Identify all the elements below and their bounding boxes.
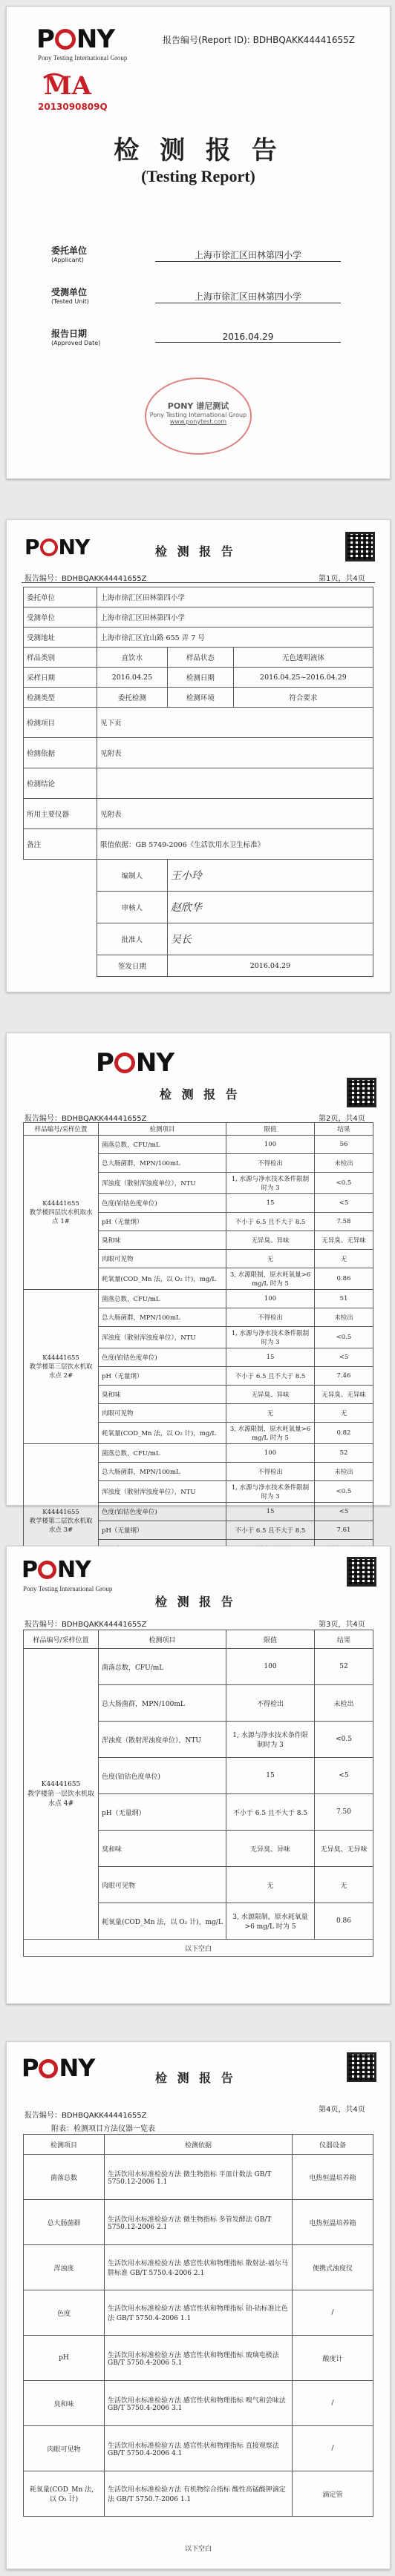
result-cell: 无	[315, 1404, 373, 1423]
limit-cell: 无异臭、异味	[226, 1831, 315, 1867]
pony-logo: P NY	[96, 1048, 174, 1078]
report-no: 报告编号：BDHBQAKK44441655Z	[25, 1621, 147, 1629]
item-cell: pH（无量纲）	[99, 1521, 226, 1540]
table-row	[24, 1290, 373, 1308]
title-en: (Testing Report)	[141, 167, 255, 185]
method-cell: 生活饮用水标准检验方法 感官性状和物理指标 散射法-福尔马肼标准 GB/T 5750.4-2006 2.1	[105, 2245, 293, 2290]
item-cell: 菌落总数，CFU/mL	[99, 1136, 226, 1154]
item-cell: 色度	[24, 2290, 105, 2336]
limit-cell: 无	[226, 1404, 315, 1423]
limit-cell: 1, 水源与净水技术条件限制时为 3	[226, 1327, 315, 1348]
limit-cell: 100	[226, 1649, 315, 1685]
limit-cell: 100	[226, 1290, 315, 1308]
limit-cell: 不小于 6.5 且不大于 8.5	[226, 1794, 315, 1831]
pony-logo: P NY	[25, 535, 90, 559]
limit-cell: 1, 水源与净水技术条件限制时为 3	[226, 1481, 315, 1503]
signature-approver: 吴长	[170, 934, 192, 946]
result-cell: <0.5	[315, 1481, 373, 1503]
item-cell: 耗氧量(COD_Mn 法，以 O₂ 计)	[24, 2471, 105, 2517]
svg-text:MA: MA	[44, 71, 92, 101]
item-cell: 菌落总数，CFU/mL	[99, 1290, 226, 1308]
limit-cell: 15	[226, 1503, 315, 1521]
item-cell: 浑浊度（散射浑浊度单位），NTU	[99, 1722, 226, 1758]
result-cell: 无	[315, 1867, 373, 1903]
limit-cell: 15	[226, 1758, 315, 1794]
signature-compiler: 王小玲	[170, 870, 202, 882]
result-cell: 0.86	[315, 1903, 373, 1940]
table-row	[24, 2200, 373, 2245]
result-cell: <0.5	[315, 1327, 373, 1348]
page-number: 第2页，共4页	[319, 1115, 365, 1123]
result-cell: <5	[315, 1348, 373, 1367]
limit-cell: 1, 水源与净水技术条件限制时为 3	[226, 1173, 315, 1194]
item-cell: pH（无量纲）	[99, 1367, 226, 1386]
instrument-cell: 电热恒温培养箱	[293, 2155, 373, 2200]
result-cell: <5	[315, 1503, 373, 1521]
logo-subtitle: Pony Testing International Group	[38, 54, 128, 62]
item-cell: 菌落总数，CFU/mL	[99, 1444, 226, 1463]
cma-logo	[42, 70, 92, 101]
table-row	[24, 2381, 373, 2426]
signature-reviewer: 赵欣华	[170, 902, 202, 914]
result-cell: 无异臭、无异味	[315, 1231, 373, 1250]
item-cell: 菌落总数	[24, 2155, 105, 2200]
item-cell: 色度(铂钴色度单位)	[99, 1758, 226, 1794]
result-cell: 7.58	[315, 1213, 373, 1231]
pony-logo: P NY	[22, 2054, 95, 2082]
title-cn: 检 测 报 告	[114, 136, 283, 165]
item-cell: pH（无量纲）	[99, 1213, 226, 1231]
item-cell: 色度(铂钴色度单位)	[99, 1348, 226, 1367]
limit-cell: 1, 水源与净水技术条件限制时为 3	[226, 1722, 315, 1758]
result-cell: 7.50	[315, 1794, 373, 1831]
item-cell: 耗氧量(COD_Mn 法，以 O₂ 计)，mg/L	[99, 1423, 226, 1444]
item-cell: 浑浊度（散射浑浊度单位），NTU	[99, 1481, 226, 1503]
limit-cell: 3, 水源限制，原水耗氧量>6 mg/L 时为 5	[226, 1903, 315, 1940]
page-title: 检 测 报 告	[160, 1087, 241, 1101]
item-cell: 总大肠菌群，MPN/100mL	[99, 1685, 226, 1722]
report-no: 报告编号：BDHBQAKK44441655Z	[25, 575, 147, 583]
sample-id-cell: K44441655 教学楼第二层饮水机取水点 3#	[24, 1444, 99, 1598]
page-number: 第4页，共4页	[319, 2106, 365, 2114]
table-row	[24, 2471, 373, 2517]
info-table: 委托单位 上海市徐汇区田林第四小学 受测单位 上海市徐汇区田林第四小学 受测地址 上海市徐汇区宜山路 655 弄 7 号 样品类别 直饮水 样品状态 无色透明液体 采样日期 2016.04.25 检测日期 2016.04.25~2016.04.29 检测类型 委托检测 检测环境 符合要求 检测项目 见下页 检测依据 见附表 检测结论 所用主要仪器 见附表 备注 限值依据：GB 5749-2006《生活饮用水卫生标准》 编制人 王小玲 审核人 赵欣华 批准人 吴长 签发日期 2016.04.29	[23, 587, 373, 977]
result-cell: 7.61	[315, 1521, 373, 1540]
item-cell: 肉眼可见物	[99, 1250, 226, 1268]
result-cell: 无异臭、无异味	[315, 1386, 373, 1404]
appendix-caption: 附表：检测项目方法仪器一览表	[51, 2125, 155, 2133]
table-row	[24, 1649, 373, 1685]
result-cell: 未检出	[315, 1154, 373, 1173]
result-cell: 7.46	[315, 1367, 373, 1386]
table-row	[24, 2245, 373, 2290]
instrument-cell: 滴定管	[293, 2471, 373, 2517]
end-of-report: 以下空白	[184, 2546, 212, 2553]
limit-cell: 不得检出	[226, 1308, 315, 1327]
method-cell: 生活饮用水标准检验方法 微生物指标 平皿计数法 GB/T 5750.12-2006 1.1	[105, 2155, 293, 2200]
cover-field-applicant: 委托单位 (Applicant) 上海市徐汇区田林第四小学	[51, 244, 348, 263]
item-cell: 耗氧量(COD_Mn 法，以 O₂ 计)，mg/L	[99, 1903, 226, 1940]
method-cell: 生活饮用水标准检验方法 感官性状和物理指标 玻璃电极法 GB/T 5750.4-2006 5.1	[105, 2336, 293, 2381]
result-cell: 0.82	[315, 1423, 373, 1444]
limit-cell: 无	[226, 1867, 315, 1903]
limit-cell: 不小于 6.5 且不大于 8.5	[226, 1521, 315, 1540]
item-cell: 臭和味	[99, 1831, 226, 1867]
table-row	[24, 2426, 373, 2471]
item-cell: 菌落总数，CFU/mL	[99, 1649, 226, 1685]
cover-page	[6, 6, 391, 479]
page-number: 第1页，共4页	[319, 575, 365, 583]
result-cell: 51	[315, 1290, 373, 1308]
limit-cell: 3, 水源限制，原水耗氧量>6 mg/L 时为 5	[226, 1268, 315, 1290]
result-cell: 52	[315, 1444, 373, 1463]
result-cell: <5	[315, 1194, 373, 1213]
instrument-cell: 电热恒温培养箱	[293, 2200, 373, 2245]
report-no: 报告编号：BDHBQAKK44441655Z	[25, 2112, 147, 2120]
table-row	[24, 1136, 373, 1154]
page-title: 检 测 报 告	[155, 1595, 236, 1609]
limit-cell: 15	[226, 1348, 315, 1367]
result-cell: 未检出	[315, 1685, 373, 1722]
item-cell: 总大肠菌群，MPN/100mL	[99, 1308, 226, 1327]
qr-code	[347, 1078, 376, 1107]
item-cell: 肉眼可见物	[99, 1867, 226, 1903]
limit-cell: 100	[226, 1136, 315, 1154]
result-cell: <0.5	[315, 1722, 373, 1758]
item-cell: 浑浊度	[24, 2245, 105, 2290]
instrument-cell: /	[293, 2426, 373, 2471]
results-table: 样品编号/采样位置 检测项目 限值 结果 K44441655 教学楼第一层饮水机取水点 4# 菌落总数，CFU/mL 100 52 总大肠菌群，MPN/100mL 不得检出 未检出 浑浊度（散射浑浊度单位），NTU 1, 水源与净水技术条件限制时为 3 <0.5 色度(铂钴色度单位) 15 <5 pH（无量纲） 不小于 6.5 且不大于 8.5 7.50 臭和味 无异臭、异味 无异臭、无异味 肉眼可见物 无 无 耗氧量(COD_Mn 法，以 O₂ 计)，mg/L 3, 水源限制，原水耗氧量>6 mg/L 时为 5 0.86 以下空白	[23, 1630, 373, 1957]
limit-cell: 15	[226, 1194, 315, 1213]
item-cell: 色度(铂钴色度单位)	[99, 1503, 226, 1521]
report-page-4	[6, 2041, 391, 2569]
limit-cell: 无异臭、异味	[226, 1386, 315, 1404]
report-page-2	[6, 1032, 391, 1535]
cover-field-date: 报告日期 (Approved Date) 2016.04.29	[51, 327, 348, 346]
logo-subtitle: Pony Testing International Group	[23, 1585, 113, 1592]
limit-cell: 不小于 6.5 且不大于 8.5	[226, 1367, 315, 1386]
item-cell: 臭和味	[99, 1231, 226, 1250]
table-row	[24, 2336, 373, 2381]
result-cell: <5	[315, 1758, 373, 1794]
results-table: 样品编号/采样位置 检测项目 限值 结果 K44441655 教学楼四层饮水机取水点 1# 菌落总数，CFU/mL 100 56 总大肠菌群，MPN/100mL 不得检出 未检出 浑浊度（散射浑浊度单位），NTU 1, 水源与净水技术条件限制时为 3 <0.5 色度(铂钴色度单位) 15 <5 pH（无量纲） 不小于 6.5 且不大于 8.5 7.58 臭和味 无异臭、异味 无异臭、无异味 肉眼可见物 无 无 耗氧量(COD_Mn 法，以 O₂ 计)，mg/L 3, 水源限制，原水耗氧量>6 mg/L 时为 5 0.86 K44441655 教学楼第三层饮水机取水点 2# 菌落总数，CFU/mL 100 51 总大肠菌群，MPN/100mL 不得检出 未检出 浑浊度（散射浑浊度单位），NTU 1, 水源与净水技术条件限制时为 3 <0.5 色度(铂钴色度单位) 15 <5 pH（无量纲） 不小于 6.5 且不大于 8.5 7.46 臭和味 无异臭、异味 无异臭、无异味 肉眼可见物 无 无 耗氧量(COD_Mn 法，以 O₂ 计)，mg/L 3, 水源限制，原水耗氧量>6 mg/L 时为 5 0.82 K44441655 教学楼第二层饮水机取水点 3# 菌落总数，CFU/mL 100 52 总大肠菌群，MPN/100mL 不得检出 未检出 浑浊度（散射浑浊度单位），NTU 1, 水源与净水技术条件限制时为 3 <0.5 色度(铂钴色度单位) 15 <5 pH（无量纲） 不小于 6.5 且不大于 8.5 7.61	[23, 1122, 373, 1598]
limit-cell: 不得检出	[226, 1685, 315, 1722]
item-cell: 总大肠菌群，MPN/100mL	[99, 1463, 226, 1481]
item-cell: 浑浊度（散射浑浊度单位），NTU	[99, 1173, 226, 1194]
instrument-cell: /	[293, 2290, 373, 2336]
qr-code	[347, 2052, 376, 2082]
method-cell: 生活饮用水标准检验方法 感官性状和物理指标 嗅气和尝味法 GB/T 5750.4-2006 3.1	[105, 2381, 293, 2426]
limit-cell: 不小于 6.5 且不大于 8.5	[226, 1213, 315, 1231]
item-cell: 色度(铂钴色度单位)	[99, 1194, 226, 1213]
sample-id-cell: K44441655 教学楼第一层饮水机取水点 4#	[24, 1649, 99, 1940]
item-cell: 臭和味	[99, 1386, 226, 1404]
table-row	[24, 2155, 373, 2200]
report-no: 报告编号：BDHBQAKK44441655Z	[25, 1115, 147, 1123]
table-row	[24, 1444, 373, 1463]
item-cell: 肉眼可见物	[99, 1404, 226, 1423]
cover-field-tested-unit: 受测单位 (Tested Unit) 上海市徐汇区田林第四小学	[51, 286, 348, 305]
limit-cell: 不得检出	[226, 1463, 315, 1481]
instrument-cell: 便携式浊度仪	[293, 2245, 373, 2290]
method-cell: 生活饮用水标准检验方法 感官性状和物理指标 直接观察法 GB/T 5750.4-2006 4.1	[105, 2426, 293, 2471]
pony-logo: P NY	[36, 24, 114, 54]
result-cell: 无	[315, 1250, 373, 1268]
page-title: 检 测 报 告	[155, 2071, 236, 2085]
table-row	[24, 2290, 373, 2336]
page-title: 检 测 报 告	[155, 544, 236, 559]
item-cell: 总大肠菌群	[24, 2200, 105, 2245]
result-cell: 0.86	[315, 1268, 373, 1290]
report-page-3	[6, 1546, 391, 2004]
method-cell: 生活饮用水标准检验方法 微生物指标 多管发酵法 GB/T 5750.12-2006 2.1	[105, 2200, 293, 2245]
company-stamp: PONY 谱尼测试 Pony Testing International Group www.ponytest.com	[145, 378, 252, 455]
result-cell: <0.5	[315, 1173, 373, 1194]
result-cell: 56	[315, 1136, 373, 1154]
item-cell: 浑浊度（散射浑浊度单位），NTU	[99, 1327, 226, 1348]
item-cell: 肉眼可见物	[24, 2426, 105, 2471]
limit-cell: 无	[226, 1250, 315, 1268]
methods-table: 检测项目 检测依据 仪器设备 菌落总数 生活饮用水标准检验方法 微生物指标 平皿计数法 GB/T 5750.12-2006 1.1 电热恒温培养箱 总大肠菌群 生活饮用水标准检验方法 微生物指标 多管发酵法 GB/T 5750.12-2006 2.1 电热恒温培养箱 浑浊度 生活饮用水标准检验方法 感官性状和物理指标 散射法-福尔马肼标准 GB/T 5750.4-2006 2.1 便携式浊度仪 色度 生活饮用水标准检验方法 感官性状和物理指标 铂-钴标准比色法 GB/T 5750.4-2006 1.1 / pH 生活饮用水标准检验方法 感官性状和物理指标 玻璃电极法 GB/T 5750.4-2006 5.1 酸度计 臭和味 生活饮用水标准检验方法 感官性状和物理指标 嗅气和尝味法 GB/T 5750.4-2006 3.1 / 肉眼可见物 生活饮用水标准检验方法 感官性状和物理指标 直接观察法 GB/T 5750.4-2006 4.1 / 耗氧量(COD_Mn 法，以 O₂ 计) 生活饮用水标准检验方法 有机物综合指标 酸性高锰酸钾滴定法 GB/T 5750.7-2006 1.1 滴定管	[23, 2134, 373, 2517]
end-of-table: 以下空白	[24, 1940, 373, 1957]
result-cell: 52	[315, 1649, 373, 1685]
item-cell: 总大肠菌群，MPN/100mL	[99, 1154, 226, 1173]
report-no: BDHBQAKK44441655Z	[252, 35, 356, 45]
item-cell: 臭和味	[24, 2381, 105, 2426]
method-cell: 生活饮用水标准检验方法 有机物综合指标 酸性高锰酸钾滴定法 GB/T 5750.7-2006 1.1	[105, 2471, 293, 2517]
qr-code	[345, 532, 375, 561]
result-cell: 未检出	[315, 1463, 373, 1481]
instrument-cell: 酸度计	[293, 2336, 373, 2381]
header-rule	[22, 582, 375, 583]
report-page-1	[6, 519, 391, 992]
pony-logo: P NY	[22, 1557, 91, 1583]
instrument-cell: /	[293, 2381, 373, 2426]
limit-cell: 不得检出	[226, 1154, 315, 1173]
method-cell: 生活饮用水标准检验方法 感官性状和物理指标 铂-钴标准比色法 GB/T 5750.4-2006 1.1	[105, 2290, 293, 2336]
item-cell: pH	[24, 2336, 105, 2381]
item-cell: 耗氧量(COD_Mn 法，以 O₂ 计)，mg/L	[99, 1268, 226, 1290]
result-cell: 无异臭、无异味	[315, 1831, 373, 1867]
item-cell: pH（无量纲）	[99, 1794, 226, 1831]
limit-cell: 无异臭、异味	[226, 1231, 315, 1250]
limit-cell: 3, 水源限制，原水耗氧量>6 mg/L 时为 5	[226, 1423, 315, 1444]
report-no-label: 报告编号(Report ID):	[163, 35, 250, 45]
sample-id-cell: K44441655 教学楼第三层饮水机取水点 2#	[24, 1290, 99, 1444]
cma-code: 2013090809Q	[38, 102, 108, 112]
page-number: 第3页，共4页	[319, 1621, 365, 1629]
qr-code	[347, 1557, 376, 1587]
sample-id-cell: K44441655 教学楼四层饮水机取水点 1#	[24, 1136, 99, 1290]
limit-cell: 100	[226, 1444, 315, 1463]
result-cell: 未检出	[315, 1308, 373, 1327]
